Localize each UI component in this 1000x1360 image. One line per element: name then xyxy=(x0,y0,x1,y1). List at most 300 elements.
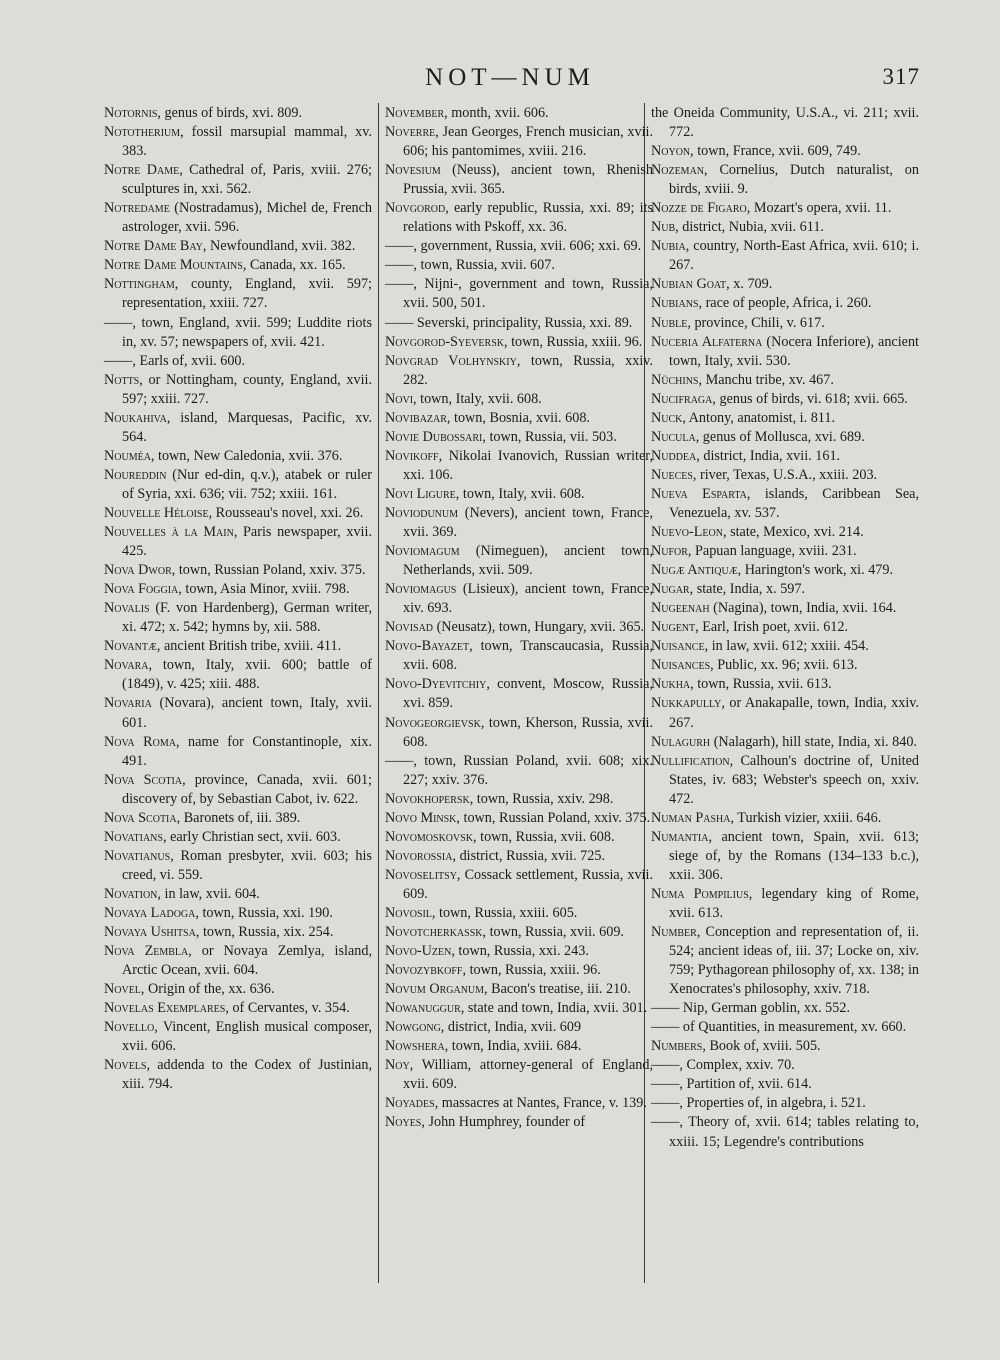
entry-text: (Neuss), ancient town, Rhenish Prussia, xvii. 365. xyxy=(403,162,653,198)
entry-text: , town, Kherson, Russia, xvii. 608. xyxy=(403,714,653,750)
entry-text: , county, England, xvii. 597; representation, xxiii. 727. xyxy=(122,276,372,312)
index-entry xyxy=(104,466,372,504)
entry-text: , Baronets of, iii. 389. xyxy=(176,809,301,826)
entry-headword: Novara xyxy=(104,657,149,674)
entry-headword: Novi xyxy=(385,390,414,407)
entry-text: , town, India, xviii. 684. xyxy=(444,1038,582,1055)
entry-text: , Mozart's opera, xvii. 11. xyxy=(746,200,892,217)
entry-headword: Numan Pasha xyxy=(651,809,731,826)
entry-headword: Nozeman xyxy=(651,162,705,179)
index-entry xyxy=(104,161,372,199)
entry-headword: Novie Dubossari xyxy=(385,428,483,445)
index-entry xyxy=(385,790,653,809)
entry-text: ——, town, Russia, xvii. 607. xyxy=(385,257,555,274)
entry-text: , or Nottingham, county, England, xvii. 597; xxiii. 727. xyxy=(122,371,372,407)
entry-headword: Novaria xyxy=(104,695,152,712)
entry-text: , town, Russia, vii. 503. xyxy=(482,428,617,445)
index-entry xyxy=(651,142,919,161)
entry-text: , Antony, anatomist, i. 811. xyxy=(682,409,835,426)
entry-text: , Conception and representation of, ii. 524; ancient ideas of, iii. 37; Locke on, xiv. 759; Pythagorean philosophy of, xx. 138; in Xenocrates's philosophy, xxiv. 718. xyxy=(669,924,919,998)
entry-headword: Notre Dame Bay xyxy=(104,238,203,255)
entry-headword: Noverre xyxy=(385,124,436,141)
entry-text: (Nocera Inferiore), ancient town, Italy, xvii. 530. xyxy=(669,333,919,369)
index-entry xyxy=(104,237,372,256)
entry-headword: Nubian Goat xyxy=(651,276,727,293)
entry-headword: Noyes xyxy=(385,1114,422,1131)
index-entry xyxy=(104,352,372,371)
entry-headword: Novisad xyxy=(385,619,434,636)
entry-text: ——, Earls of, xvii. 600. xyxy=(104,352,246,369)
entry-headword: Nototherium xyxy=(104,124,181,141)
index-column-1 xyxy=(104,104,372,1094)
entry-text: (F. von Hardenberg), German writer, xi. 472; x. 542; hymns by, xii. 588. xyxy=(122,600,372,636)
entry-text: , state, India, x. 597. xyxy=(689,581,806,598)
entry-text: , of Cervantes, v. 354. xyxy=(225,1000,350,1017)
entry-headword: Nova Zembla xyxy=(104,943,189,960)
entry-text: (Nur ed-din, q.v.), atabek or ruler of Syria, xxi. 636; vii. 752; xxiii. 161. xyxy=(122,466,372,502)
entry-headword: Nottingham xyxy=(104,276,175,293)
entry-headword: Noviomagus xyxy=(385,581,457,598)
index-entry xyxy=(651,580,919,599)
entry-headword: Novation xyxy=(104,885,158,902)
entry-headword: Noyon xyxy=(651,143,691,160)
entry-headword: Novi Ligure xyxy=(385,485,456,502)
entry-headword: Nubia xyxy=(651,238,686,255)
index-entry xyxy=(104,847,372,885)
entry-text: , Paris newspaper, xvii. 425. xyxy=(122,524,372,560)
entry-text: —— of Quantities, in measurement, xv. 660. xyxy=(651,1019,907,1036)
entry-text: , town, Russia, xxi. 243. xyxy=(451,943,589,960)
entry-text: , Rousseau's novel, xxi. 26. xyxy=(208,504,364,521)
entry-text: , in law, xvii. 612; xxiii. 454. xyxy=(704,638,869,655)
entry-text: , month, xvii. 606. xyxy=(444,105,549,121)
entry-text: , Earl, Irish poet, xvii. 612. xyxy=(695,619,849,636)
entry-headword: Novosil xyxy=(385,904,432,921)
index-entry xyxy=(385,1113,653,1132)
entry-text: , Harington's work, xi. 479. xyxy=(737,562,894,579)
entry-headword: Notre Dame xyxy=(104,162,180,179)
entry-text: , genus of birds, xvi. 809. xyxy=(157,105,303,121)
entry-headword: Nouvelle Héloise xyxy=(104,504,209,521)
entry-text: , name for Constantinople, xix. 491. xyxy=(122,733,372,769)
entry-headword: Nowshera xyxy=(385,1038,445,1055)
index-entry xyxy=(651,199,919,218)
index-entry xyxy=(651,466,919,485)
entry-headword: Nuceria Alfaterna xyxy=(651,333,763,350)
entry-headword: Number xyxy=(651,924,697,941)
entry-text: , Cossack settlement, Russia, xvii. 609. xyxy=(403,866,653,902)
entry-text: , Papuan language, xviii. 231. xyxy=(687,543,857,560)
entry-headword: Nüchins xyxy=(651,371,699,388)
index-entry xyxy=(651,447,919,466)
entry-text: , Bacon's treatise, iii. 210. xyxy=(484,981,631,998)
index-entry xyxy=(651,314,919,333)
entry-text: , Canada, xx. 165. xyxy=(242,257,346,274)
entry-text: ——, Complex, xxiv. 70. xyxy=(651,1057,795,1074)
index-entry xyxy=(104,409,372,447)
entry-text: , ancient British tribe, xviii. 411. xyxy=(156,638,342,655)
entry-text: , ancient town, Spain, xvii. 613; siege of, by the Romans (134–133 b.c.), xxii. 306. xyxy=(669,828,919,883)
entry-headword: Novo-Uzen xyxy=(385,943,452,960)
index-entry xyxy=(385,314,653,333)
entry-text: , Nikolai Ivanovich, Russian writer, xxi. 106. xyxy=(403,447,653,483)
entry-headword: Nullification xyxy=(651,752,730,769)
index-entry xyxy=(104,885,372,904)
entry-headword: Numantia xyxy=(651,828,709,845)
entry-text: , state, Mexico, xvi. 214. xyxy=(722,524,864,541)
index-entry xyxy=(651,409,919,428)
index-entry xyxy=(104,809,372,828)
entry-text: (Neusatz), town, Hungary, xvii. 365. xyxy=(433,619,645,636)
index-entry xyxy=(385,942,653,961)
index-entry xyxy=(651,294,919,313)
index-entry xyxy=(385,999,653,1018)
index-entry xyxy=(104,314,372,352)
index-entry xyxy=(104,256,372,275)
entry-headword: Nova Foggia xyxy=(104,581,179,598)
entry-text: , islands, Caribbean Sea, Venezuela, xv. 537. xyxy=(669,485,919,521)
entry-text: , country, North-East Africa, xvii. 610; i. 267. xyxy=(669,238,919,274)
entry-text: , Calhoun's doctrine of, United States, iv. 683; Webster's speech on, xxiv. 472. xyxy=(669,752,919,807)
index-entry xyxy=(651,485,919,523)
index-entry xyxy=(385,1018,653,1037)
index-entry xyxy=(385,104,653,123)
index-entry xyxy=(651,390,919,409)
entry-text: , John Humphrey, founder of xyxy=(421,1114,586,1131)
index-entry xyxy=(385,904,653,923)
index-entry xyxy=(651,333,919,371)
entry-headword: Notredame xyxy=(104,200,170,217)
index-entry xyxy=(104,123,372,161)
entry-text: , Manchu tribe, xv. 467. xyxy=(698,371,834,388)
index-entry xyxy=(104,447,372,466)
index-entry xyxy=(385,275,653,313)
entry-text: ——, town, Russian Poland, xvii. 608; xix. 227; xxiv. 376. xyxy=(385,752,653,788)
entry-text: , town, Russia, xvii. 609. xyxy=(482,924,624,941)
index-entry xyxy=(104,504,372,523)
entry-headword: Numbers xyxy=(651,1038,703,1055)
entry-text: —— Severski, principality, Russia, xxi. 89. xyxy=(385,314,633,331)
entry-text: , massacres at Nantes, France, v. 139. xyxy=(434,1095,647,1112)
index-entry xyxy=(651,618,919,637)
entry-headword: Nub xyxy=(651,219,676,236)
entry-text: , state and town, India, xvii. 301. xyxy=(460,1000,648,1017)
entry-headword: Nuddea xyxy=(651,447,697,464)
entry-headword: Nugæ Antiquæ xyxy=(651,562,738,579)
index-entry xyxy=(385,409,653,428)
entry-text: , town, Russia, xvii. 608. xyxy=(473,828,615,845)
index-entry xyxy=(104,275,372,313)
entry-text: , early republic, Russia, xxi. 89; its relations with Pskoff, xx. 36. xyxy=(403,200,653,236)
index-entry xyxy=(104,942,372,980)
index-entry xyxy=(651,1075,919,1094)
index-entry xyxy=(385,237,653,256)
index-entry xyxy=(104,694,372,732)
entry-text: (Novara), ancient town, Italy, xvii. 601. xyxy=(122,695,372,731)
entry-text: ——, Partition of, xvii. 614. xyxy=(651,1076,812,1093)
index-entry xyxy=(385,352,653,390)
page-title: NOT—NUM xyxy=(425,64,595,91)
entry-text: , Cornelius, Dutch naturalist, on birds, xviii. 9. xyxy=(669,162,919,198)
index-entry xyxy=(104,923,372,942)
index-entry xyxy=(385,752,653,790)
index-entry xyxy=(104,599,372,637)
index-entry xyxy=(385,866,653,904)
entry-text: , town, Russia, xxiii. 96. xyxy=(503,333,643,350)
index-entry xyxy=(385,637,653,675)
index-entry xyxy=(651,752,919,809)
index-entry xyxy=(651,809,919,828)
entry-headword: Noukahiva xyxy=(104,409,167,426)
index-entry xyxy=(651,1094,919,1113)
entry-text: , town, Russian Poland, xxiv. 375. xyxy=(171,562,366,579)
index-entry xyxy=(651,656,919,675)
entry-text: , fossil marsupial mammal, xv. 383. xyxy=(122,124,372,160)
index-entry xyxy=(651,828,919,885)
index-entry xyxy=(385,333,653,352)
index-column-2 xyxy=(385,104,653,1133)
index-entry xyxy=(385,923,653,942)
index-entry xyxy=(651,999,919,1018)
index-entry xyxy=(651,561,919,580)
index-entry xyxy=(385,580,653,618)
entry-headword: Novo-Dyevitchiy xyxy=(385,676,487,693)
entry-headword: Numa Pompilius xyxy=(651,885,749,902)
entry-text: , Jean Georges, French musician, xvii. 606; his pantomimes, xviii. 216. xyxy=(403,124,653,160)
entry-headword: Novotcherkassk xyxy=(385,924,483,941)
index-entry xyxy=(104,199,372,237)
entry-headword: Novogeorgievsk xyxy=(385,714,481,731)
entry-text: , Public, xx. 96; xvii. 613. xyxy=(710,657,858,674)
entry-text: ——, town, England, xvii. 599; Luddite riots in, xv. 57; newspapers of, xvii. 421. xyxy=(104,314,372,350)
entry-headword: Novelas Exemplares xyxy=(104,1000,226,1017)
entry-text: ——, government, Russia, xvii. 606; xxi. 69. xyxy=(385,238,642,255)
entry-headword: Nucula xyxy=(651,428,696,445)
entry-text: (Nagina), town, India, xvii. 164. xyxy=(709,600,897,617)
entry-text: , district, Nubia, xvii. 611. xyxy=(675,219,824,236)
index-entry xyxy=(104,656,372,694)
entry-headword: Noyades xyxy=(385,1095,435,1112)
column-rule xyxy=(378,103,379,1283)
entry-text: , province, Chili, v. 617. xyxy=(687,314,825,331)
index-entry xyxy=(385,618,653,637)
entry-headword: Nuisance xyxy=(651,638,705,655)
index-entry xyxy=(104,828,372,847)
entry-headword: Nowgong xyxy=(385,1019,441,1036)
index-entry xyxy=(385,675,653,713)
entry-headword: Noviodunum xyxy=(385,504,459,521)
index-entry xyxy=(651,694,919,732)
running-head xyxy=(100,64,920,94)
entry-text: , Cathedral of, Paris, xviii. 276; sculptures in, xxi. 562. xyxy=(122,162,372,198)
entry-headword: Novokhopersk xyxy=(385,790,470,807)
index-entry xyxy=(651,1056,919,1075)
index-entry xyxy=(651,371,919,390)
entry-headword: November xyxy=(385,105,445,121)
entry-text: , town, Russia, xxiv. 282. xyxy=(403,352,654,388)
index-entry xyxy=(104,1018,372,1056)
entry-text: , genus of Mollusca, xvi. 689. xyxy=(695,428,865,445)
entry-text: , town, Russia, xvii. 613. xyxy=(690,676,832,693)
entry-text: , town, Transcaucasia, Russia, xvii. 608. xyxy=(403,638,653,674)
entry-headword: Novels xyxy=(104,1057,147,1074)
entry-text: , genus of birds, vi. 618; xvii. 665. xyxy=(712,390,908,407)
entry-text: , legendary king of Rome, xvii. 613. xyxy=(669,885,919,921)
entry-text: , province, Canada, xvii. 601; discovery of, by Sebastian Cabot, iv. 622. xyxy=(122,771,372,807)
index-entry xyxy=(104,980,372,999)
entry-text: , island, Marquesas, Pacific, xv. 564. xyxy=(122,409,372,445)
entry-headword: Nova Scotia xyxy=(104,809,177,826)
entry-headword: Novesium xyxy=(385,162,441,179)
entry-text: , or Anakapalle, town, India, xxiv. 267. xyxy=(669,695,919,731)
index-entry xyxy=(104,580,372,599)
entry-text: , convent, Moscow, Russia, xvi. 859. xyxy=(403,676,653,712)
index-entry xyxy=(651,1018,919,1037)
index-entry xyxy=(104,104,372,123)
index-entry xyxy=(385,123,653,161)
index-entry xyxy=(651,675,919,694)
entry-text: , Vincent, English musical composer, xvii. 606. xyxy=(122,1019,372,1055)
entry-text: (Nimeguen), ancient town, Netherlands, xvii. 509. xyxy=(403,543,653,579)
entry-headword: Noviomagum xyxy=(385,543,460,560)
entry-text: , Turkish vizier, xxiii. 646. xyxy=(730,809,882,826)
entry-text: , Origin of the, xx. 636. xyxy=(140,981,275,998)
index-entry xyxy=(385,447,653,485)
entry-headword: Novatians xyxy=(104,828,163,845)
index-entry xyxy=(651,733,919,752)
index-entry xyxy=(651,885,919,923)
index-entry xyxy=(385,256,653,275)
entry-text: , Newfoundland, xvii. 382. xyxy=(202,238,356,255)
entry-text: (Nostradamus), Michel de, French astrologer, xvii. 596. xyxy=(122,200,372,236)
entry-headword: Nueces xyxy=(651,466,693,483)
entry-headword: Novaya Ladoga xyxy=(104,904,196,921)
entry-text: (Nalagarh), hill state, India, xi. 840. xyxy=(710,733,917,750)
index-entry xyxy=(385,485,653,504)
entry-headword: Nukkapully xyxy=(651,695,722,712)
index-entry xyxy=(385,1056,653,1094)
index-entry xyxy=(104,733,372,771)
index-entry xyxy=(385,542,653,580)
entry-text: , town, Russia, xxiii. 605. xyxy=(431,904,578,921)
entry-text: , Book of, xviii. 505. xyxy=(702,1038,821,1055)
page-number: 317 xyxy=(882,64,920,89)
entry-headword: Nuisances xyxy=(651,657,711,674)
index-entry xyxy=(385,504,653,542)
entry-text: ——, Theory of, xvii. 614; tables relating to, xxiii. 15; Legendre's contributions xyxy=(651,1114,919,1150)
index-entry xyxy=(385,714,653,752)
entry-text: , town, Russian Poland, xxiv. 375. xyxy=(456,809,651,826)
index-entry xyxy=(651,428,919,447)
entry-text: , town, Italy, xvii. 600; battle of (1849), v. 425; xiii. 488. xyxy=(122,657,372,693)
index-entry xyxy=(651,1037,919,1056)
entry-headword: Nuevo-Leon xyxy=(651,524,723,541)
index-entry xyxy=(385,390,653,409)
entry-text: , town, Italy, xvii. 608. xyxy=(455,485,585,502)
entry-headword: Noureddin xyxy=(104,466,167,483)
entry-headword: Nugeenah xyxy=(651,600,710,617)
entry-headword: Nowanuggur xyxy=(385,1000,461,1017)
index-entry xyxy=(651,923,919,999)
entry-headword: Novoselitsy xyxy=(385,866,457,883)
entry-headword: Novgorod-Syeversk xyxy=(385,333,504,350)
entry-headword: Nukha xyxy=(651,676,691,693)
entry-headword: Novum Organum xyxy=(385,981,485,998)
entry-headword: Notre Dame Mountains xyxy=(104,257,243,274)
entry-text: ——, Properties of, in algebra, i. 521. xyxy=(651,1095,866,1112)
entry-headword: Novo Minsk xyxy=(385,809,457,826)
index-entry xyxy=(104,904,372,923)
entry-text: , river, Texas, U.S.A., xxiii. 203. xyxy=(692,466,878,483)
index-entry xyxy=(385,828,653,847)
entry-headword: Novikoff xyxy=(385,447,439,464)
entry-headword: Notornis xyxy=(104,105,158,121)
entry-text: , town, New Caledonia, xvii. 376. xyxy=(150,447,343,464)
index-entry xyxy=(104,371,372,409)
entry-headword: Noy xyxy=(385,1057,410,1074)
index-entry xyxy=(385,161,653,199)
index-entry xyxy=(104,523,372,561)
index-entry xyxy=(104,771,372,809)
entry-headword: Novello xyxy=(104,1019,155,1036)
index-entry xyxy=(651,599,919,618)
index-entry xyxy=(651,523,919,542)
entry-headword: Notts xyxy=(104,371,140,388)
entry-text: , town, Asia Minor, xviii. 798. xyxy=(178,581,350,598)
index-entry xyxy=(385,980,653,999)
entry-headword: Nova Scotia xyxy=(104,771,183,788)
index-entry xyxy=(385,199,653,237)
index-column-3 xyxy=(651,104,919,1152)
index-entry xyxy=(104,637,372,656)
entry-headword: Nugar xyxy=(651,581,690,598)
entry-headword: Nueva Esparta xyxy=(651,485,747,502)
entry-text: , in law, xvii. 604. xyxy=(157,885,260,902)
entry-headword: Nugent xyxy=(651,619,696,636)
entry-text: , William, attorney-general of England, xvii. 609. xyxy=(403,1057,653,1093)
entry-headword: Novomoskovsk xyxy=(385,828,474,845)
index-entry xyxy=(651,218,919,237)
index-entry xyxy=(385,1094,653,1113)
entry-text: (Lisieux), ancient town, France, xiv. 693. xyxy=(403,581,653,617)
entry-headword: Nufor xyxy=(651,543,688,560)
entry-headword: Novaya Ushitsa xyxy=(104,924,196,941)
entry-text: , addenda to the Codex of Justinian, xiii. 794. xyxy=(122,1057,372,1093)
entry-headword: Novalis xyxy=(104,600,150,617)
entry-headword: Novibazar xyxy=(385,409,447,426)
index-entry xyxy=(651,104,919,142)
index-entry xyxy=(385,847,653,866)
entry-text: ——, Nijni-, government and town, Russia, xvii. 500, 501. xyxy=(385,276,653,312)
index-entry xyxy=(651,637,919,656)
entry-text: , town, Russia, xxi. 190. xyxy=(195,904,333,921)
entry-text: (Nevers), ancient town, France, xvii. 369. xyxy=(403,504,653,541)
entry-headword: Novatianus xyxy=(104,847,171,864)
entry-text: , district, India, xvii. 609 xyxy=(440,1019,582,1036)
entry-headword: Nozze de Figaro xyxy=(651,200,747,217)
index-entry xyxy=(385,809,653,828)
entry-text: , town, France, xvii. 609, 749. xyxy=(690,143,861,160)
entry-text: , town, Italy, xvii. 608. xyxy=(413,390,542,407)
entry-headword: Nulagurh xyxy=(651,733,711,750)
entry-headword: Nova Roma xyxy=(104,733,176,750)
entry-headword: Nova Dwor xyxy=(104,562,172,579)
entry-text: , x. 709. xyxy=(726,276,773,293)
entry-headword: Nuble xyxy=(651,314,688,331)
entry-headword: Novel xyxy=(104,981,141,998)
index-entry xyxy=(651,237,919,275)
entry-text: , race of people, Africa, i. 260. xyxy=(698,295,872,312)
